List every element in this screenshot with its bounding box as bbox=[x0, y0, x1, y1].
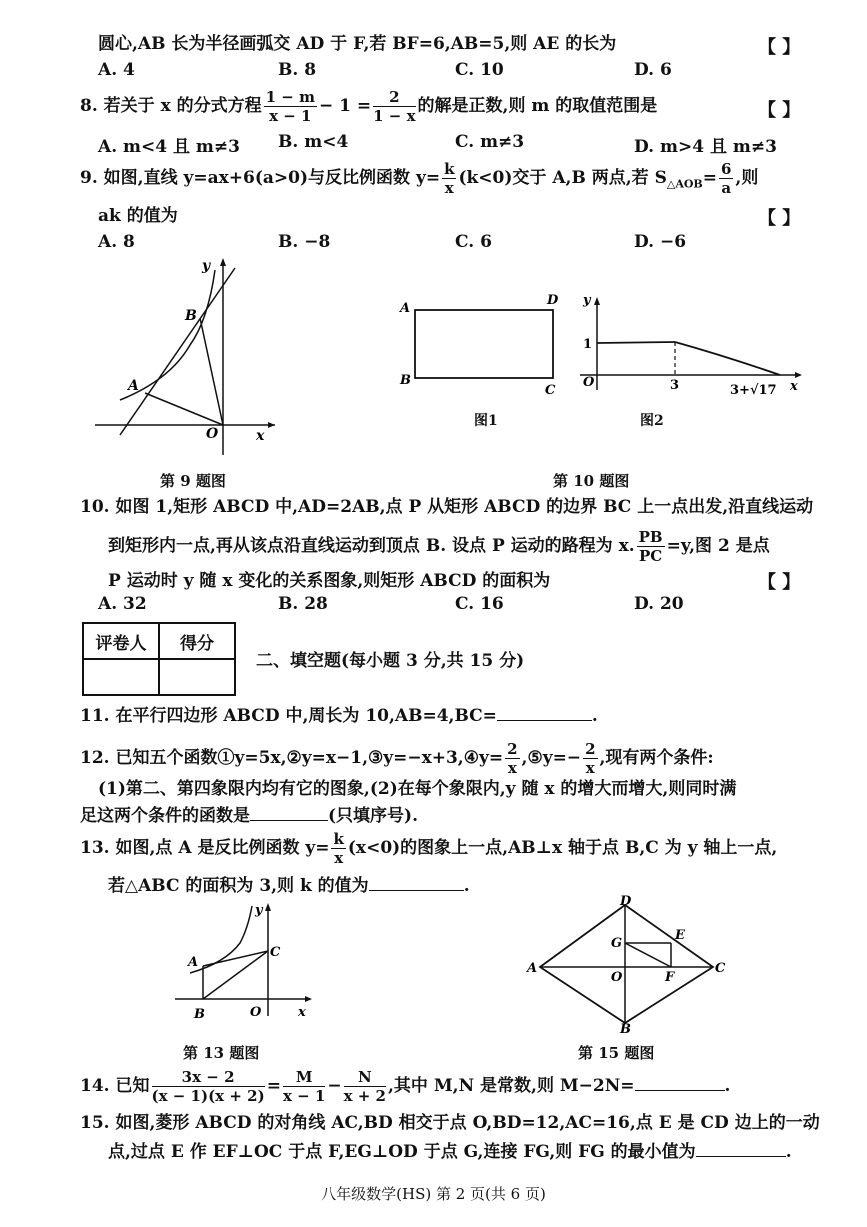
svg-text:F: F bbox=[665, 970, 675, 985]
score-cell-score[interactable] bbox=[159, 659, 235, 695]
fig10-caption-2: 图2 bbox=[640, 413, 664, 429]
svg-text:A: A bbox=[188, 955, 199, 970]
fig15-caption: 第 15 题图 bbox=[578, 1044, 655, 1062]
svg-text:B: B bbox=[400, 373, 411, 388]
q14-answer-blank[interactable] bbox=[635, 1074, 725, 1091]
svg-text:B: B bbox=[194, 1007, 205, 1022]
svg-text:y: y bbox=[583, 293, 591, 308]
svg-text:x: x bbox=[790, 379, 798, 394]
q7-option-a: A. 4 bbox=[98, 60, 135, 80]
fig10-caption-1: 图1 bbox=[474, 413, 498, 429]
section-2-title: 二、填空题(每小题 3 分,共 15 分) bbox=[256, 651, 525, 671]
q11-text: 11. 在平行四边形 ABCD 中,周长为 10,AB=4,BC= . bbox=[80, 706, 598, 726]
q15-line2: 点,过点 E 作 EF⊥OC 于点 F,EG⊥OD 于点 G,连接 FG,则 FG 的最小值为 . bbox=[108, 1142, 792, 1162]
q7-option-d: D. 6 bbox=[634, 60, 672, 80]
q10-line3: P 运动时 y 随 x 变化的关系图象,则矩形 ABCD 的面积为 bbox=[108, 571, 551, 591]
svg-text:D: D bbox=[547, 293, 559, 308]
fig9-label-y: y bbox=[202, 258, 211, 274]
q13-line2: 若△ABC 的面积为 3,则 k 的值为 . bbox=[108, 876, 470, 896]
svg-text:C: C bbox=[270, 945, 281, 960]
svg-text:B: B bbox=[620, 1022, 631, 1035]
q10-option-d: D. 20 bbox=[634, 594, 684, 614]
svg-text:3+√17: 3+√17 bbox=[730, 383, 777, 398]
q8-mid: − 1 = bbox=[318, 96, 372, 116]
q8-fraction-2: $\frac{2}{1 - x}$ bbox=[373, 88, 416, 125]
q7-text: 圆心,AB 长为半径画弧交 AD 于 F,若 BF=6,AB=5,则 AE 的长为 bbox=[98, 34, 617, 54]
figure-9 bbox=[90, 250, 280, 460]
figure-15 bbox=[525, 895, 730, 1035]
svg-text:y: y bbox=[255, 903, 263, 918]
q8-option-a: A. m<4 且 m≠3 bbox=[98, 137, 240, 157]
q10-option-a: A. 32 bbox=[98, 594, 147, 614]
q12-answer-blank[interactable] bbox=[250, 804, 328, 821]
fig9-caption: 第 9 题图 bbox=[160, 472, 226, 490]
svg-text:O: O bbox=[250, 1005, 262, 1020]
q12-line3: 足这两个条件的函数是 (只填序号). bbox=[80, 806, 419, 826]
score-header-grader: 评卷人 bbox=[83, 623, 159, 659]
q7-option-c: C. 10 bbox=[455, 60, 504, 80]
q15-answer-blank[interactable] bbox=[696, 1140, 786, 1157]
q11-answer-blank[interactable] bbox=[497, 704, 592, 721]
figure-13 bbox=[170, 898, 315, 1028]
q8-option-d: D. m>4 且 m≠3 bbox=[634, 137, 777, 157]
q7-bracket: 【 】 bbox=[758, 37, 801, 58]
q8-option-b: B. m<4 bbox=[278, 132, 349, 152]
svg-text:G: G bbox=[611, 936, 623, 951]
figure-10-1 bbox=[395, 290, 570, 395]
score-cell-grader[interactable] bbox=[83, 659, 159, 695]
svg-text:E: E bbox=[675, 928, 685, 943]
q13-stem: 13. 如图,点 A 是反比例函数 y= $\frac{k}{x}$ (x<0)的图象上一点,AB⊥x 轴于点 B,C 为 y 轴上一点, bbox=[80, 830, 778, 867]
q9-bracket: 【 】 bbox=[758, 208, 801, 229]
q9-option-b: B. −8 bbox=[278, 232, 331, 252]
q12-stem: 12. 已知五个函数①y=5x,②y=x−1,③y=−x+3,④y= $\frac{2}{x}$ ,⑤y=− $\frac{2}{x}$ ,现有两个条件: bbox=[80, 740, 714, 777]
fig9-label-b: B bbox=[185, 308, 197, 324]
fig9-label-o: O bbox=[206, 426, 219, 442]
q9-option-d: D. −6 bbox=[634, 232, 687, 252]
svg-text:3: 3 bbox=[670, 378, 680, 393]
q15-line1: 15. 如图,菱形 ABCD 的对角线 AC,BD 相交于点 O,BD=12,AC=16,点 E 是 CD 边上的一动 bbox=[80, 1113, 820, 1133]
q9-stem: 9. 如图,直线 y=ax+6(a>0)与反比例函数 y= $\frac{k}{x}$ (k<0)交于 A,B 两点,若 $S_{\triangle AOB}=$ $\frac{6}{a}$ ,则 bbox=[80, 160, 759, 197]
q9-line2: ak 的值为 bbox=[98, 206, 178, 226]
svg-text:1: 1 bbox=[583, 337, 593, 352]
score-header-score: 得分 bbox=[159, 623, 235, 659]
svg-text:x: x bbox=[298, 1005, 306, 1020]
q8-stem bbox=[80, 88, 657, 125]
svg-text:C: C bbox=[715, 961, 726, 976]
q9-option-a: A. 8 bbox=[98, 232, 135, 252]
q9-option-c: C. 6 bbox=[455, 232, 492, 252]
fig9-label-x: x bbox=[256, 428, 265, 444]
svg-text:O: O bbox=[611, 970, 623, 985]
q12-line2: (1)第二、第四象限内均有它的图象,(2)在每个象限内,y 随 x 的增大而增大,则同时满 bbox=[98, 779, 737, 799]
page-footer: 八年级数学(HS) 第 2 页(共 6 页) bbox=[321, 1185, 546, 1203]
q14-stem: 14. 已知 $\frac{3x - 2}{(x - 1)(x + 2)}$ = $\frac{M}{x - 1}$ − $\frac{N}{x + 2}$ ,其中 M,N 是常数,则 M−2N= . bbox=[80, 1068, 731, 1105]
q8-bracket: 【 】 bbox=[758, 100, 801, 121]
score-table bbox=[82, 622, 236, 696]
svg-text:C: C bbox=[545, 383, 556, 395]
fig9-label-a: A bbox=[128, 378, 139, 394]
q8-prefix: 8. 若关于 x 的分式方程 bbox=[80, 96, 262, 116]
q10-bracket: 【 】 bbox=[758, 572, 801, 593]
figure-10-2 bbox=[575, 290, 805, 400]
q10-option-b: B. 28 bbox=[278, 594, 328, 614]
q8-suffix: 的解是正数,则 m 的取值范围是 bbox=[417, 96, 658, 116]
q10-line2: 到矩形内一点,再从该点沿直线运动到顶点 B. 设点 P 运动的路程为 x. $\frac{PB}{PC}$ =y,图 2 是点 bbox=[108, 528, 770, 565]
q8-option-c: C. m≠3 bbox=[455, 132, 525, 152]
svg-text:D: D bbox=[620, 895, 632, 909]
svg-text:O: O bbox=[583, 375, 595, 390]
q8-fraction-1: $\frac{1 - m}{x - 1}$ bbox=[265, 88, 315, 125]
svg-text:A: A bbox=[527, 961, 538, 976]
q7-option-b: B. 8 bbox=[278, 60, 317, 80]
fig10-caption: 第 10 题图 bbox=[553, 472, 630, 490]
q10-line1: 10. 如图 1,矩形 ABCD 中,AD=2AB,点 P 从矩形 ABCD 的边界 BC 上一点出发,沿直线运动 bbox=[80, 497, 814, 517]
fig13-caption: 第 13 题图 bbox=[183, 1044, 260, 1062]
q10-option-c: C. 16 bbox=[455, 594, 504, 614]
svg-text:A: A bbox=[400, 301, 411, 316]
q13-answer-blank[interactable] bbox=[369, 874, 464, 891]
